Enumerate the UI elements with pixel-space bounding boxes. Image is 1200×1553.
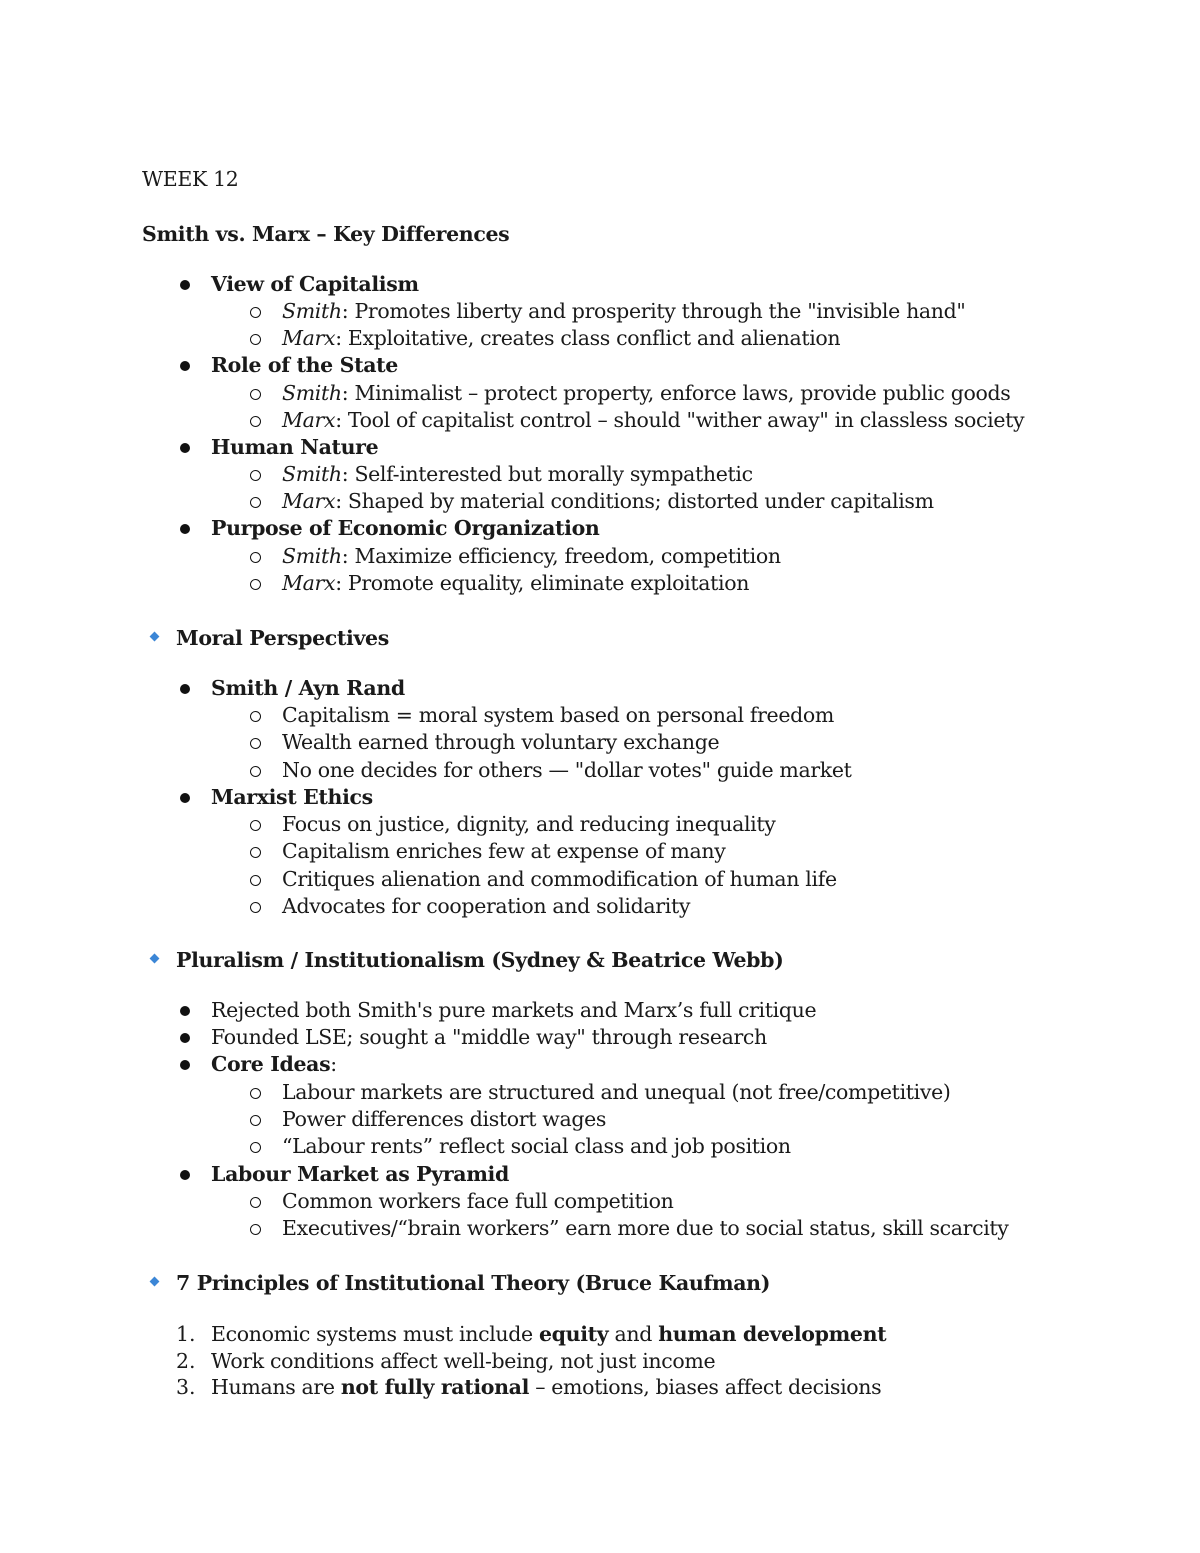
- bullet-circle: [250, 902, 261, 913]
- list-item: Marx: Tool of capitalist control – should "wither away" in classless society: [282, 408, 1025, 432]
- bullet-disc: [180, 1170, 190, 1180]
- bullet-circle: [250, 1115, 261, 1126]
- bullet-circle: [250, 307, 261, 318]
- bullet-circle: [250, 711, 261, 722]
- section-title-seven-principles: 7 Principles of Institutional Theory (Bruce Kaufman): [176, 1271, 771, 1295]
- list-item: Marx: Shaped by material conditions; distorted under capitalism: [282, 489, 934, 513]
- list-number: 3.: [176, 1375, 196, 1399]
- list-item: Smith: Promotes liberty and prosperity through the "invisible hand": [282, 299, 966, 323]
- bullet-circle: [250, 389, 261, 400]
- list-item: Smith: Minimalist – protect property, enforce laws, provide public goods: [282, 381, 1011, 405]
- bullet-circle: [250, 1224, 261, 1235]
- bullet-circle: [250, 1142, 261, 1153]
- section-title-pluralism: Pluralism / Institutionalism (Sydney & Beatrice Webb): [176, 948, 784, 972]
- bullet-circle: [250, 847, 261, 858]
- list-item: Wealth earned through voluntary exchange: [282, 730, 720, 754]
- list-item: Rejected both Smith's pure markets and Marx’s full critique: [211, 998, 817, 1022]
- bullet-disc: [180, 443, 190, 453]
- list-item: Focus on justice, dignity, and reducing inequality: [282, 812, 776, 836]
- list-item: Marx: Exploitative, creates class conflict and alienation: [282, 326, 841, 350]
- list-item: Capitalism enriches few at expense of many: [282, 839, 726, 863]
- bullet-circle: [250, 1088, 261, 1099]
- bullet-circle: [250, 1197, 261, 1208]
- list-item: Power differences distort wages: [282, 1107, 607, 1131]
- bullet-circle: [250, 766, 261, 777]
- list-number: 1.: [176, 1322, 196, 1346]
- heading-core-ideas: Core Ideas:: [211, 1052, 337, 1076]
- bullet-disc: [180, 280, 190, 290]
- week-label: WEEK 12: [142, 167, 239, 191]
- list-item: Marx: Promote equality, eliminate exploitation: [282, 571, 750, 595]
- bullet-disc: [180, 524, 190, 534]
- diamond-bullet-icon: [150, 1277, 160, 1287]
- list-item: “Labour rents” reflect social class and job position: [282, 1134, 791, 1158]
- bullet-circle: [250, 416, 261, 427]
- bullet-circle: [250, 552, 261, 563]
- heading-marxist-ethics: Marxist Ethics: [211, 785, 373, 809]
- bullet-disc: [180, 1060, 190, 1070]
- diamond-bullet-icon: [150, 632, 160, 642]
- bullet-disc: [180, 684, 190, 694]
- bullet-disc: [180, 1006, 190, 1016]
- bullet-circle: [250, 738, 261, 749]
- list-number: 2.: [176, 1349, 196, 1373]
- bullet-disc: [180, 793, 190, 803]
- list-item: Founded LSE; sought a "middle way" through research: [211, 1025, 767, 1049]
- bullet-circle: [250, 497, 261, 508]
- bullet-disc: [180, 361, 190, 371]
- heading-purpose-economic-org: Purpose of Economic Organization: [211, 516, 600, 540]
- list-item: Common workers face full competition: [282, 1189, 674, 1213]
- numbered-item: Work conditions affect well-being, not just income: [211, 1349, 716, 1373]
- diamond-bullet-icon: [150, 954, 160, 964]
- section-title-moral-perspectives: Moral Perspectives: [176, 626, 389, 650]
- bullet-circle: [250, 470, 261, 481]
- heading-role-of-state: Role of the State: [211, 353, 398, 377]
- section-title-smith-vs-marx: Smith vs. Marx – Key Differences: [142, 222, 510, 246]
- numbered-item: Humans are not fully rational – emotions, biases affect decisions: [211, 1375, 882, 1399]
- bullet-circle: [250, 875, 261, 886]
- bullet-circle: [250, 579, 261, 590]
- list-item: Advocates for cooperation and solidarity: [282, 894, 691, 918]
- heading-smith-ayn-rand: Smith / Ayn Rand: [211, 676, 405, 700]
- list-item: Labour markets are structured and unequal (not free/competitive): [282, 1080, 951, 1104]
- bullet-circle: [250, 820, 261, 831]
- list-item: Smith: Self-interested but morally sympathetic: [282, 462, 753, 486]
- heading-view-of-capitalism: View of Capitalism: [211, 272, 419, 296]
- numbered-item: Economic systems must include equity and human development: [211, 1322, 887, 1346]
- list-item: Critiques alienation and commodification of human life: [282, 867, 837, 891]
- list-item: Smith: Maximize efficiency, freedom, competition: [282, 544, 781, 568]
- heading-human-nature: Human Nature: [211, 435, 379, 459]
- list-item: Capitalism = moral system based on personal freedom: [282, 703, 834, 727]
- list-item: Executives/“brain workers” earn more due to social status, skill scarcity: [282, 1216, 1009, 1240]
- bullet-disc: [180, 1033, 190, 1043]
- bullet-circle: [250, 334, 261, 345]
- heading-labour-pyramid: Labour Market as Pyramid: [211, 1162, 509, 1186]
- list-item: No one decides for others — "dollar votes" guide market: [282, 758, 852, 782]
